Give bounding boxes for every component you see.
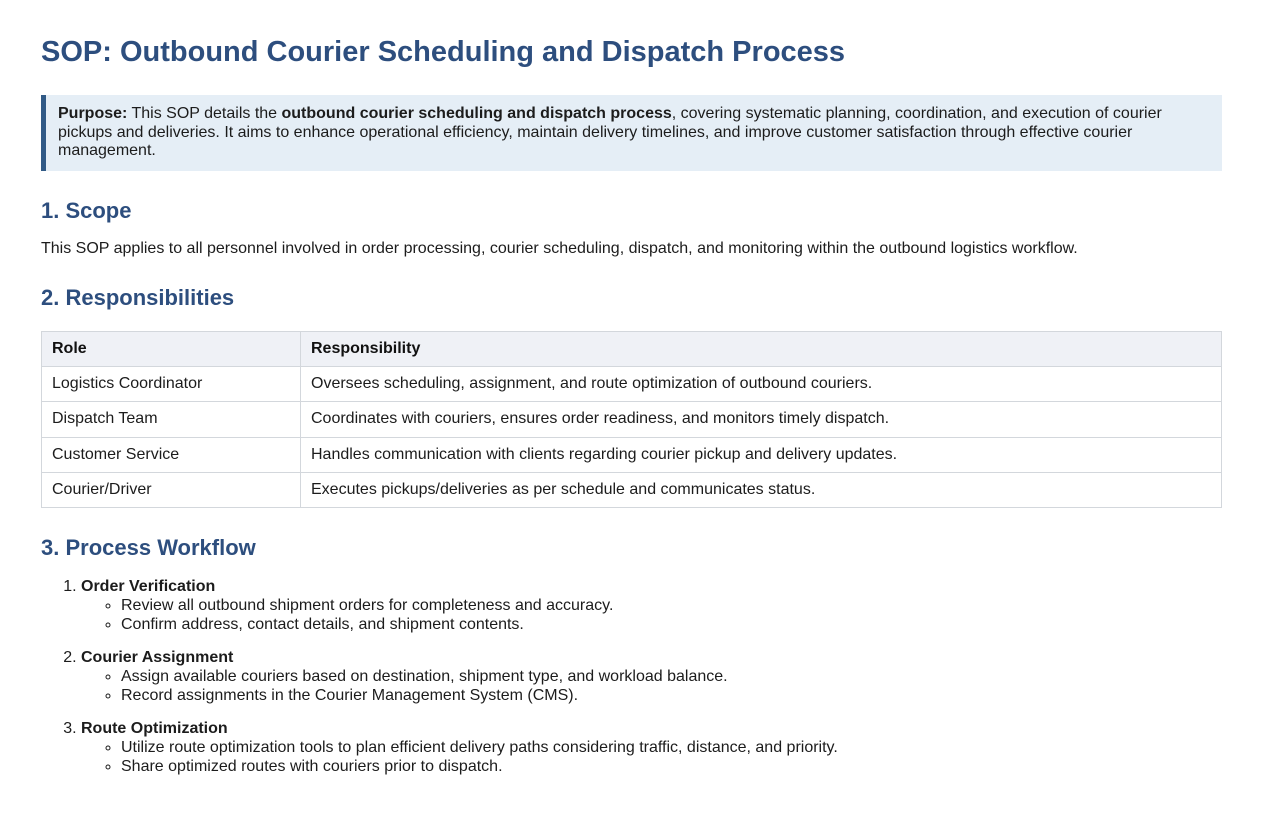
workflow-step [81, 649, 1222, 705]
purpose-label: Purpose: [58, 105, 128, 123]
workflow-list [41, 578, 1222, 777]
table-header-responsibility: Responsibility [301, 331, 1222, 366]
document-page [0, 36, 1263, 776]
responsibilities-table [41, 331, 1222, 509]
workflow-bullet: ◦ Record assignments in the Courier Management System (CMS). [121, 687, 1222, 705]
workflow-bullet: ◦ Confirm address, contact details, and shipment contents. [121, 616, 1222, 634]
workflow-bullet: ◦ Share optimized routes with couriers prior to dispatch. [121, 758, 1222, 776]
responsibility-cell: Handles communication with clients regarding courier pickup and delivery updates. [301, 437, 1222, 472]
responsibility-cell: Oversees scheduling, assignment, and route optimization of outbound couriers. [301, 366, 1222, 401]
purpose-callout [41, 95, 1222, 170]
workflow-step-title: Route Optimization [81, 720, 228, 738]
section-heading-scope: 1. Scope [41, 197, 132, 223]
table-row [42, 473, 1222, 508]
table-body [42, 366, 1222, 508]
workflow-step-title: Order Verification [81, 577, 216, 595]
workflow-bullet: ◦ Assign available couriers based on destination, shipment type, and workload balance. [121, 668, 1222, 686]
responsibility-cell: Executes pickups/deliveries as per schedule and communicates status. [301, 473, 1222, 508]
table-head [42, 331, 1222, 366]
table-header-role: Role [42, 331, 301, 366]
scope-paragraph: This SOP applies to all personnel involved in order processing, courier scheduling, dispatch, and monitoring within the outbound logistics workflow. [41, 239, 1078, 257]
responsibility-cell: Coordinates with couriers, ensures order readiness, and monitors timely dispatch. [301, 402, 1222, 437]
workflow-step-bullets [81, 668, 1222, 705]
table-row [42, 437, 1222, 472]
role-cell: Customer Service [42, 437, 301, 472]
role-cell: Courier/Driver [42, 473, 301, 508]
purpose-lead: This SOP details the [127, 105, 282, 123]
workflow-step-title: Courier Assignment [81, 648, 234, 666]
page-title: SOP: Outbound Courier Scheduling and Dispatch Process [41, 36, 846, 68]
role-cell: Logistics Coordinator [42, 366, 301, 401]
workflow-step-bullets [81, 739, 1222, 776]
table-row [42, 402, 1222, 437]
workflow-step-bullets [81, 597, 1222, 634]
purpose-emphasis: outbound courier scheduling and dispatch process [281, 105, 672, 123]
section-heading-workflow: 3. Process Workflow [41, 535, 256, 561]
workflow-step [81, 720, 1222, 776]
workflow-step [81, 578, 1222, 634]
purpose-rest: , covering systematic planning, coordination, and execution of courier pickups and deliveries. It aims to enhance operational efficiency, maintain delivery timelines, and improve customer satisfaction through effective courier management. [58, 105, 1162, 160]
table-row [42, 366, 1222, 401]
workflow-bullet: ◦ Utilize route optimization tools to plan efficient delivery paths considering traffic, distance, and priority. [121, 739, 1222, 757]
purpose-text [58, 105, 1210, 160]
table-header-row [42, 331, 1222, 366]
section-heading-responsibilities: 2. Responsibilities [41, 285, 235, 311]
workflow-bullet: ◦ Review all outbound shipment orders for completeness and accuracy. [121, 597, 1222, 615]
role-cell: Dispatch Team [42, 402, 301, 437]
